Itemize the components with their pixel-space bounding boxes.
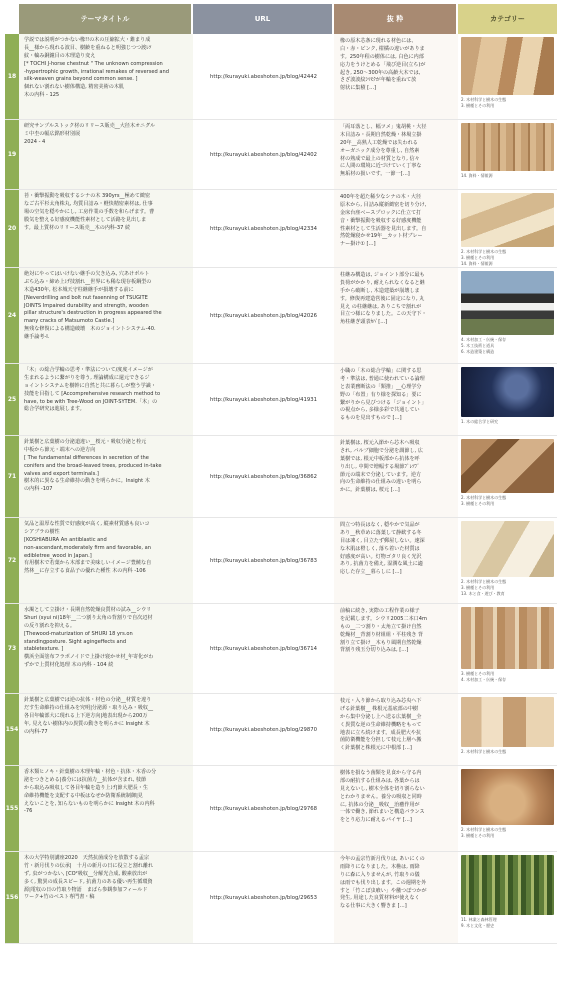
- excerpt-line: 一体で働き, 節れまいと構造バランス: [340, 809, 425, 816]
- title-line: 香木類ヒノキ・針葉樹の木理年輪・材色・抗体・木香の分: [24, 769, 157, 775]
- header-category: カテゴリー: [458, 4, 557, 34]
- title-line: 針葉樹と広葉樹の分泌道違い__桜元・吸収分泌と栓元: [24, 439, 147, 445]
- thumbnail-image: [461, 769, 554, 825]
- excerpt-line: ナー掛け① […]: [340, 241, 376, 248]
- row-theme-title: [19, 34, 193, 119]
- excerpt-line: るものを見出すもので […]: [340, 415, 402, 422]
- title-line: 紋・輪み銅鐘目の木理造り変え: [24, 52, 96, 59]
- title-line: 各目年輪部大に現れる上下逆方向|地表出現から200万: [24, 712, 148, 719]
- excerpt-line: 性素材として生活器を見出します。自: [340, 225, 427, 232]
- row-category: [458, 694, 557, 765]
- thumbnail-image: [461, 193, 554, 247]
- title-line: many cracks of Matsumoto Castle.]: [24, 318, 115, 325]
- row-url-link[interactable]: http://kurayuki.abeshoten.jp/blog/42334: [193, 190, 334, 267]
- header-url: URL: [193, 4, 334, 34]
- title-line: 中板から節元・端末への逆方向: [24, 446, 96, 453]
- table-row: [5, 694, 557, 766]
- row-category: [458, 268, 557, 363]
- category-labels: 11. 林業と森林管理 9. 木と文化・歴史: [461, 917, 497, 928]
- title-line: 横浜全面塗布フラボノイドで上掛け寝かせ材_年寄化がわ: [24, 654, 154, 661]
- title-line: standingposture. Sight agingeffects and: [24, 638, 127, 645]
- category-labels: 14. 資料・情報源: [461, 173, 493, 178]
- row-theme-title: [19, 766, 193, 851]
- row-category: [458, 436, 557, 517]
- excerpt-line: 問立つ特長はなく, 穏やかで気品が: [340, 522, 420, 528]
- title-line: ミ中杢の幅広銘形材別展: [24, 130, 81, 137]
- title-line: 水濁として立掛け・長期自然乾燥良質材の試み__シウリ: [24, 607, 152, 613]
- row-number: 156: [5, 852, 19, 943]
- category-labels: 2. 木材科学と樹木の生態 3. 樹種とその利用: [461, 97, 507, 108]
- row-excerpt: [334, 694, 458, 765]
- title-line: の反り割れを抑える。: [24, 622, 75, 629]
- excerpt-line: 角柱継ぎ頭表ｶﾊﾞ[…]: [340, 319, 388, 326]
- title-line: 研究サンプルストック材のリリース販売__大径木オニグル: [24, 123, 156, 129]
- title-line: [KOSHIABURA An antiblastic and: [24, 536, 107, 543]
- title-line: す。最上質材のリリース販売__木の内科-37 続: [24, 224, 131, 231]
- thumbnail-image: [461, 855, 554, 915]
- row-url-link[interactable]: http://kurayuki.abeshoten.jp/blog/42442: [193, 34, 334, 119]
- category-labels: 4. 木材加工・伝統・保存 5. 木工技術と道具 6. 木造建築と構造: [461, 337, 507, 354]
- excerpt-line: さざ波波紋ｼﾏﾓｸが年輪を重ねて放: [340, 77, 417, 84]
- excerpt-line: 目立つ様になりました。この天守下・: [340, 311, 427, 318]
- excerpt-line: から集中分泌し上へ送る広葉樹__全: [340, 713, 422, 720]
- excerpt-line: 金床台座ベースプロックに仕立て打: [340, 209, 422, 216]
- table-header: [5, 4, 557, 34]
- row-number: 18: [5, 34, 19, 119]
- title-line: 竹・新月伐りの伝承| 十月の新月の日に役立と割れ離れ: [24, 862, 154, 869]
- excerpt-line: 材の熟成で最上の材質となり, 信々: [340, 155, 420, 162]
- excerpt-line: をとり応力に耐えるバイヤ […]: [340, 817, 412, 824]
- title-line: 泌をつきとめる|養分には抗菌力__抗体が含まれ, 枝節: [24, 776, 147, 783]
- row-number: 72: [5, 518, 19, 603]
- excerpt-line: 好感度が高い。灯物ゴタリ良く光沢: [340, 553, 422, 560]
- excerpt-line: 針葉樹は, 桜元入節から芯木へ吸収: [340, 440, 420, 446]
- row-category: [458, 120, 557, 189]
- blog-index-table: [5, 4, 557, 944]
- excerpt-line: 柱継み構造は, ジョイント部分に最も: [340, 272, 425, 278]
- thumbnail-image: [461, 697, 554, 747]
- excerpt-line: す。修復再建造営後に固定になり, 丸: [340, 295, 425, 302]
- excerpt-line: され, バルブ細胞で分泌を調節し, 広: [340, 447, 423, 454]
- row-url-link[interactable]: http://kurayuki.abeshoten.jp/blog/29870: [193, 694, 334, 765]
- excerpt-line: 起き, 250～300年の高齢大木では,: [340, 69, 421, 76]
- title-line: Shuri (syui ni)18年__二つ割り太角の背割りで自次辺材: [24, 614, 153, 621]
- excerpt-line: 前稿に続き, 実際の工程作業の様子: [340, 608, 420, 614]
- excerpt-line: 考・準法は, 普通に使われている論理: [340, 375, 425, 382]
- row-theme-title: [19, 852, 193, 943]
- title-line: silk-weaven grains beyond common sense. ]: [24, 76, 138, 83]
- category-labels: 2. 木材科学と樹木の生態 3. 樹種とその利用: [461, 495, 507, 506]
- thumbnail-image: [461, 439, 554, 493]
- excerpt-line: と表業務断法の「類推」__心理学分: [340, 383, 422, 390]
- title-line: ワーク+竹のベスト専門書・稿: [24, 894, 95, 901]
- title-line: 技能を目指して [Accomprehensive research method to: [24, 390, 161, 397]
- excerpt-line: 雨降りになりました。木樵は, 雨降: [340, 863, 420, 870]
- excerpt-line: は雨でも伐り出します。この週期を外: [340, 879, 427, 886]
- title-line: 膜気を整える好感度機能性素材として活路を見出しま: [24, 216, 147, 223]
- table-row: [5, 120, 557, 190]
- title-line: 命維持機能を支配する中板はなぜか防衛系統制御|見: [24, 792, 143, 799]
- title-line: [Neverdrilling and bolt nut fasenning of TSUGITE: [24, 294, 148, 301]
- row-category: [458, 34, 557, 119]
- row-excerpt: [334, 120, 458, 189]
- excerpt-line: すと「竹こぼ虫喰い」や黴つぼつかが: [340, 887, 427, 894]
- title-line: 「木」の総合学輪の思考・準法について/度度イメージが: [24, 367, 153, 373]
- title-line: 針葉樹と広葉樹では逆の抗体・材色の分泌__材質を違り: [24, 697, 152, 703]
- title-line: 樹木的に異なる生命維持の動きを明らかに。Insight 木: [24, 478, 150, 485]
- table-row: [5, 268, 557, 364]
- row-theme-title: [19, 436, 193, 517]
- row-excerpt: [334, 268, 458, 363]
- row-number: 19: [5, 120, 19, 189]
- row-number: 154: [5, 694, 19, 765]
- row-url-link[interactable]: http://kurayuki.abeshoten.jp/blog/36862: [193, 436, 334, 517]
- excerpt-line: 枝元・入り節から取り込み芯央へ下: [340, 698, 422, 704]
- excerpt-line: 白・赤・ピンク, 柑橘の違いがありま: [340, 45, 425, 52]
- excerpt-line: 樹体を損なう菌類を見食から守る内: [340, 770, 422, 776]
- title-line: シアブラの樹性: [24, 528, 60, 535]
- category-labels: 2. 木材科学と樹木の生態: [461, 749, 507, 754]
- row-theme-title: [19, 364, 193, 435]
- row-excerpt: [334, 190, 458, 267]
- table-row: [5, 852, 557, 944]
- excerpt-line: 節元の端末で分泌しています。逆方: [340, 471, 422, 478]
- row-excerpt: [334, 34, 458, 119]
- row-number: 24: [5, 268, 19, 363]
- title-line: 木の大学特別講座2020 天然抗菌成分を放散する孟宗: [24, 855, 150, 861]
- row-url-link[interactable]: http://kurayuki.abeshoten.jp/blog/29768: [193, 766, 334, 851]
- excerpt-line: 向の生命維持の仕組みの違いを明ら: [340, 479, 422, 486]
- excerpt-line: あり, 抗菌力を備え, 湿潤な風土に適: [340, 561, 423, 568]
- excerpt-line: 地表に立ち続けます。成長肥大や抗: [340, 729, 422, 736]
- row-excerpt: [334, 364, 458, 435]
- excerpt-line: の視点から, 多様多彩で共通してい: [340, 407, 420, 414]
- row-url-link[interactable]: http://kurayuki.abeshoten.jp/blog/36714: [193, 604, 334, 693]
- excerpt-line: 野の「布置」有り様を探知る」要に: [340, 391, 422, 398]
- row-number: 71: [5, 436, 19, 517]
- category-labels: 1. 木の総合学と研究: [461, 419, 499, 424]
- excerpt-line: オーガニック成分を尊重し, 自然素: [340, 147, 420, 154]
- excerpt-line: 「両耳落とし、幅ツメ」鬼胡桃・大径: [340, 124, 427, 130]
- title-line: -76: [24, 808, 33, 815]
- thumbnail-image: [461, 367, 554, 417]
- row-theme-title: [19, 604, 193, 693]
- table-row: [5, 190, 557, 268]
- title-line: 多く, 驚異の成長スピード, 抗菌力のある優い再生循環資: [24, 878, 153, 885]
- category-labels: 2. 木材科学と樹木の生態 3. 樹種とその利用 14. 資料・情報源: [461, 249, 507, 266]
- row-number: 25: [5, 364, 19, 435]
- title-line: 総合学研究は進展します。: [24, 406, 85, 413]
- excerpt-line: 橡の原木芯条に現れる材色には、: [340, 38, 417, 44]
- title-line: 然林__に存立する食品子の優れた種性 木の内科 -106: [24, 568, 146, 575]
- excerpt-line: 発生, 用途した良質材料が使えなく: [340, 895, 420, 902]
- header-theme-title: テーマタイトル: [19, 4, 193, 34]
- row-category: [458, 604, 557, 693]
- title-line: 源|電収の日の竹取り物語 まばら参観参加フィールド: [24, 886, 148, 893]
- title-line: 場の空気を穏やかにし, 工房作業の手数を和らげます。曹: [24, 208, 155, 215]
- title-line: 無残な修復による構造破壊 木のジョイントシステム-40.: [24, 326, 156, 333]
- header-excerpt: 抜 粋: [334, 4, 458, 34]
- title-line: の内科-77: [24, 728, 48, 735]
- excerpt-line: なる仕事に大きく響きま […]: [340, 903, 407, 910]
- excerpt-line: 射状に集積 […]: [340, 85, 377, 92]
- title-line: の内科 -107: [24, 486, 53, 493]
- excerpt-line: 葉樹では, 根元中板部から抗体を呼: [340, 455, 420, 462]
- title-line: から取込み吸収して各目年輪を造り上げ|節大肥長・生: [24, 784, 148, 791]
- title-line: stabletexture. ]: [24, 646, 64, 653]
- title-line: 絶対にやってはいけない継手の欠き込み, 穴あけボルト: [24, 271, 150, 277]
- excerpt-line: く異質な逆の生命維持機略をもって: [340, 721, 422, 728]
- excerpt-line: 菌防衛機能を分担して枝元上層へ搬: [340, 737, 422, 744]
- row-excerpt: [334, 436, 458, 517]
- excerpt-line: りに森に入りませんが, 竹取りの儀: [340, 871, 420, 878]
- excerpt-line: かに。針葉樹は, 桜元 […]: [340, 487, 400, 494]
- title-line: だす生命維持の仕組みを究明|分泌源・取り込み・吸収__: [24, 704, 154, 711]
- row-theme-title: [19, 120, 193, 189]
- title-line: なご古平杉太角株丸, 均質目詰み・軽快精密素材は, 仕事: [24, 200, 153, 207]
- title-line: ず, 虫がつかない, [CO²吸収__分解光合成, 酸素放出が: [24, 870, 148, 877]
- row-excerpt: [334, 766, 458, 851]
- title-line: 長__様から現れる波目、樹齢を重ねると明強じつつ渡ﾚﾂ: [24, 44, 152, 51]
- excerpt-line: 背割り残玉分切り込みは, […]: [340, 647, 409, 654]
- row-url-link[interactable]: http://kurayuki.abeshoten.jp/blog/36783: [193, 518, 334, 603]
- row-theme-title: [19, 268, 193, 363]
- title-line: 個れない割れない樹体構造, 精密美術の木肌: [24, 84, 125, 91]
- table-row: [5, 364, 557, 436]
- row-url-link[interactable]: http://kurayuki.abeshoten.jp/blog/42026: [193, 268, 334, 363]
- excerpt-line: 乾燥材__背割り材組組・平柱残き 背: [340, 631, 424, 638]
- title-line: 苔・衝撃振動を吸収するシナの木 390yrs__極めて緻密: [24, 193, 151, 199]
- table-row: [5, 436, 557, 518]
- category-labels: 2. 木材科学と樹木の生態 3. 樹種とその利用 13. 木と食・遊び・教育: [461, 579, 507, 596]
- excerpt-line: げる針葉樹__ 株根元基底部の中樹: [340, 705, 419, 712]
- category-labels: 2. 木材科学と樹木の生態 3. 樹種とその利用: [461, 827, 507, 838]
- title-line: 木の内科 - 125: [24, 92, 60, 99]
- title-line: non-ascendant,moderately firm and favorable, an: [24, 544, 152, 551]
- table-row: [5, 766, 557, 852]
- row-number: 73: [5, 604, 19, 693]
- title-line: 学説では説明がつかない橡!!の木の圧縮拡大・錐まり成: [24, 37, 151, 43]
- title-line: 継手論考-Ⅰ.: [24, 334, 50, 341]
- title-line: えないことを, 知らないものを明らかに Insight 木の内科: [24, 800, 155, 807]
- excerpt-line: 応力をうけとめる「飛び逆目(立ち)が: [340, 61, 426, 68]
- excerpt-line: もの__二つ割り・太角立て掛け自然: [340, 623, 422, 630]
- title-line: [ The fundamental differences in secretion of the: [24, 454, 149, 461]
- thumbnail-image: [461, 123, 554, 171]
- title-line: pillar structure's destruction in progress appeared the: [24, 310, 162, 317]
- excerpt-line: 見えないし, 樹木全体を切り割らない: [340, 785, 425, 792]
- excerpt-line: 手から破断し, 木造建築が崩壊しま: [340, 287, 420, 294]
- excerpt-line: 負荷がかかり, 耐えられなくなると継: [340, 279, 425, 286]
- title-line: 有用樹木で若葉から木部まで美味しいイメージ豊饒な自: [24, 560, 152, 567]
- row-category: [458, 518, 557, 603]
- row-theme-title: [19, 190, 193, 267]
- title-line: [* TOCHI J-horse chestnut " The unknown compression: [24, 60, 163, 67]
- title-line: conifers and the broad-leaved trees, produced in-take: [24, 462, 162, 469]
- title-line: 年, 見えない樹体内の異質の動きを明らかに Insight 木: [24, 720, 150, 727]
- excerpt-line: な木肌は橙しく, 落ち着いた材質は: [340, 545, 420, 552]
- excerpt-line: に, 抗体の分泌__吸収__治癒作用が: [340, 801, 420, 808]
- table-body: [5, 34, 557, 944]
- excerpt-line: す。250年程の樹体には, 白色に内部: [340, 53, 424, 60]
- excerpt-line: 小職の「木の総合学輪」に関する思: [340, 368, 422, 374]
- excerpt-line: 応した存立__暮らしに […]: [340, 569, 402, 576]
- excerpt-line: 無垢材の扱いです。一節一[…]: [340, 171, 410, 178]
- title-line: edibletree_wood in Japan.]: [24, 552, 92, 559]
- row-category: [458, 190, 557, 267]
- thumbnail-image: [461, 271, 554, 335]
- row-excerpt: [334, 852, 458, 943]
- excerpt-line: 部の耐抗する仕組みは, 各葉からは: [340, 777, 420, 784]
- row-category: [458, 852, 557, 943]
- excerpt-line: 繋がりから見びつける「ジョイント」: [340, 399, 427, 406]
- title-line: ョイントシステムを樹幹に自然と共に暮らしが整う学識・: [24, 382, 156, 389]
- title-line: 木造430年, 松本城天守柱継継手が損壊する前に: [24, 286, 134, 293]
- table-row: [5, 604, 557, 694]
- row-number: 155: [5, 766, 19, 851]
- excerpt-line: 20年__高熟人工乾燥では失われる: [340, 139, 418, 146]
- excerpt-line: 原木から, 目詰み縦新緻密を切り分け,: [340, 201, 427, 208]
- excerpt-line: とわかりません。養分の吸収と同時: [340, 793, 422, 800]
- thumbnail-image: [461, 607, 554, 669]
- title-line: 生まれるように繋がりを尊う, 理論構成に還元できるジ: [24, 374, 150, 381]
- row-theme-title: [19, 518, 193, 603]
- title-line: [Thewood-maturization of SHURI 18 yrs.on: [24, 630, 133, 637]
- row-category: [458, 766, 557, 851]
- excerpt-line: 木目詰み・長期自然乾燥・林場立掛: [340, 131, 422, 138]
- excerpt-line: 割り立て掛け__木もり風期自然乾燥: [340, 639, 422, 646]
- row-theme-title: [19, 694, 193, 765]
- title-line: valves and export terminals.]: [24, 470, 99, 477]
- table-row: [5, 34, 557, 120]
- row-category: [458, 364, 557, 435]
- row-excerpt: [334, 518, 458, 603]
- title-line: have, to be with Tree-Wood on JOINT-SYTEM.「木」の: [24, 398, 158, 405]
- row-url-link[interactable]: http://kurayuki.abeshoten.jp/blog/29653: [193, 852, 334, 943]
- excerpt-line: く針葉樹と株根元に中根部 […]: [340, 745, 412, 752]
- title-line: JOINTS Impaired durability and strength, wooden: [24, 302, 149, 309]
- thumbnail-image: [461, 37, 554, 95]
- excerpt-line: り出し, 中間で増幅する場節ﾌﾞﾚﾂﾌﾞ: [340, 463, 420, 470]
- excerpt-line: 見え の柱継継は, ありこちで割れが: [340, 303, 422, 310]
- header-number: [5, 4, 19, 34]
- title-line: -hypertrophic growth, irrational remakes of reversed and: [24, 68, 169, 75]
- row-number: 20: [5, 190, 19, 267]
- title-line: 気品と温厚な性質で好感度が高く, 縦素材質感も良いコ: [24, 521, 150, 527]
- excerpt-line: 目は凍く, 目立たず郵屋しない。速深: [340, 537, 425, 544]
- excerpt-line: に人間の環境に近づけていく丁寧な: [340, 163, 422, 170]
- excerpt-line: を記載します。シウリ2005二本口4m: [340, 615, 427, 622]
- excerpt-line: 然乾燥寝かせ19年__カット材ブレー: [340, 233, 423, 240]
- thumbnail-image: [461, 521, 554, 577]
- title-line: ぶち込み・締め上げ技割れ__世界にも稀な現存板鋼型の: [24, 278, 152, 285]
- title-line: 2024 - 4: [24, 138, 46, 145]
- excerpt-line: 音・衝撃振動を吸収する好感度機能: [340, 217, 422, 224]
- excerpt-line: 今年の孟宗竹新月伐りは, あいにくの: [340, 856, 425, 862]
- row-url-link[interactable]: http://kurayuki.abeshoten.jp/blog/42402: [193, 120, 334, 189]
- table-row: [5, 518, 557, 604]
- title-line: ずかで上質材化処理 木の内科 - 104 続: [24, 662, 114, 669]
- category-labels: 3. 樹種とその利用 4. 木材加工・伝統・保存: [461, 671, 507, 682]
- excerpt-line: あり__秋草めに落葉して静歓する冬: [340, 529, 422, 536]
- row-url-link[interactable]: http://kurayuki.abeshoten.jp/blog/41931: [193, 364, 334, 435]
- excerpt-line: 400年を超た稀少なシナの木・大径: [340, 194, 422, 200]
- row-excerpt: [334, 604, 458, 693]
